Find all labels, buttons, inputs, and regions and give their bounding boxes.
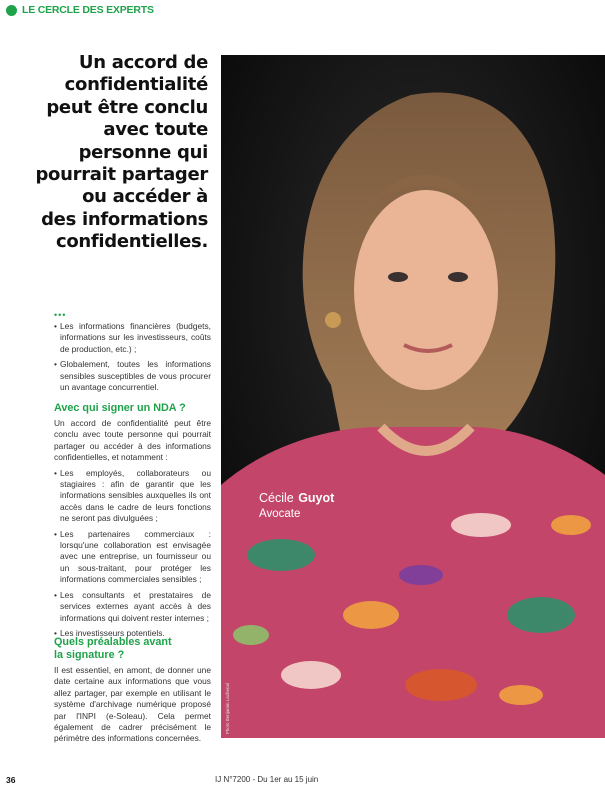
caption-last-name: Guyot (298, 491, 335, 505)
caption-role: Avocate (259, 508, 301, 520)
pull-quote-line: confidentielles. (55, 231, 208, 253)
list-item: • Les partenaires commerciaux : lorsqu'une collaboration est envisagée avec une entreprise, un fournisseur ou un sous-traitant, pour protéger les informations commerciales sensibles ; (54, 529, 211, 586)
list-item: • Les informations financières (budgets, informations sur les investisseurs, coûts de production, etc.) ; (54, 321, 211, 355)
pull-quote-line: peut être conclu (46, 96, 208, 118)
pull-quote-line: Un accord de (78, 52, 208, 73)
section-paragraph: Un accord de confidentialité peut être conclu avec toute personne qui pourrait partager ou accéder à des informations confidentielles, et notamment : (54, 418, 211, 463)
green-dots-icon: ••• (54, 310, 67, 320)
pull-quote (30, 52, 208, 254)
list-item: • Les employés, collaborateurs ou stagiaires : afin de garantir que les informations sensibles auxquelles ils ont accès dans le cadre de leurs fonctions ne seront pas divulguées ; (54, 468, 211, 525)
pull-quote-line: ou accéder à (82, 186, 208, 208)
photo-caption (259, 489, 334, 520)
intro-list (54, 321, 211, 397)
pull-quote-line: pourrait partager (35, 164, 208, 186)
section-nda (54, 402, 211, 643)
portrait-photo (221, 55, 605, 738)
pull-quote-line: confidentialité (64, 74, 208, 96)
page-number: 36 (6, 775, 16, 785)
list-item: • Globalement, toutes les informations sensibles susceptibles de vous procurer un avantage concurrentiel. (54, 359, 211, 393)
rubric-dot-icon (6, 5, 17, 16)
pull-quote-line: personne qui (78, 141, 208, 163)
portrait-illustration (221, 55, 605, 738)
rubric (6, 4, 154, 16)
section-heading-line: Quels préalables avant (54, 636, 172, 648)
section-prerequisites (54, 636, 211, 745)
rubric-label: LE CERCLE DES EXPERTS (22, 4, 154, 16)
pull-quote-line: avec toute (103, 119, 208, 141)
photo-credit: Photo Benjamin Lachenal (225, 682, 230, 734)
list-item: • Les investisseurs potentiels. (54, 628, 211, 639)
section-heading: Avec qui signer un NDA ? (54, 402, 186, 414)
pull-quote-line: des informations (41, 208, 208, 230)
list-item: • Les consultants et prestataires de services externes ayant accès à des informations qui doivent rester internes ; (54, 590, 211, 624)
issue-line: IJ N°7200 - Du 1er au 15 juin (215, 775, 319, 784)
caption-first-name: Cécile (259, 491, 294, 505)
section-heading-line: la signature ? (54, 649, 125, 661)
section-paragraph: Il est essentiel, en amont, de donner une date certaine aux informations que vous allez partager, par exemple en utilisant le système d'archivage numérique proposé par l'INPI (e-Soleau). Cela permet également de cadrer précisément le périmètre des informations concernées. (54, 665, 211, 744)
